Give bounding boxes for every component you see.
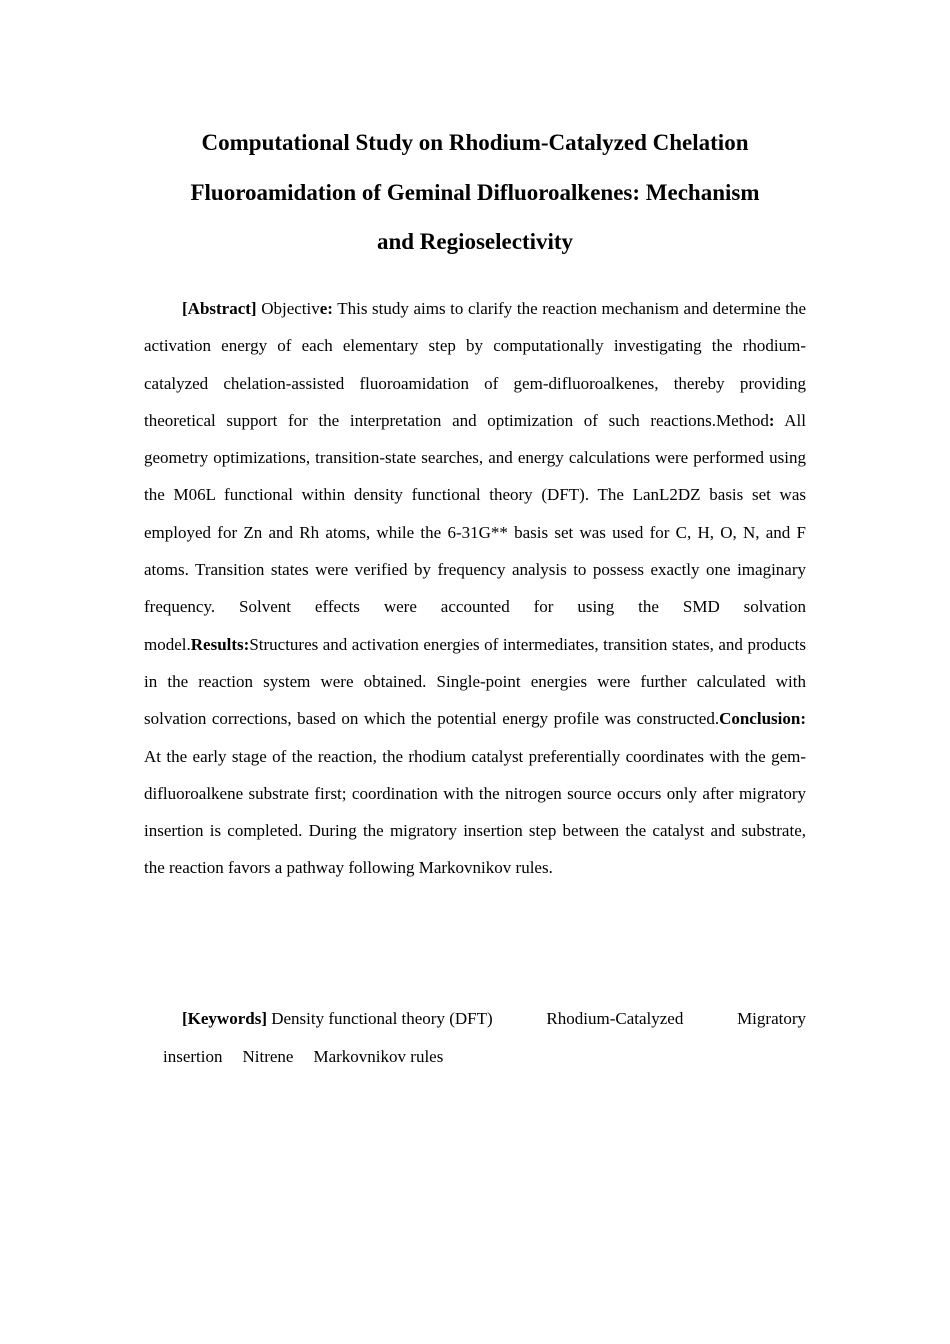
conclusion-text: At the early stage of the reaction, the rhodium catalyst preferentially coordinates with the gem-difluoroalkene substrate first; coordination with the nitrogen source occurs only after migratory insertion is completed. During the migratory insertion step between the catalyst and substrate, the reaction favors a pathway following Markovnikov rules.: [144, 746, 806, 878]
title-line-1: Computational Study on Rhodium-Catalyzed Chelation: [201, 130, 749, 155]
keywords-section: [144, 1000, 806, 1076]
objective-text: This study aims to clarify the reaction mechanism and determine the activation energy of each elementary step by computationally investigating the rhodium-catalyzed chelation-assisted fluoroamidation of gem-difluoroalkenes, thereby providing theoretical support for the interpretation and optimization of such reactions.: [144, 299, 807, 430]
keywords-label: [Keywords]: [182, 1009, 267, 1028]
method-label: Method: [716, 410, 769, 430]
keywords-line-1: [144, 1000, 806, 1038]
method-colon: :: [768, 410, 775, 430]
results-text: Structures and activation energies of intermediates, transition states, and products in the reaction system were obtained. Single-point energies were further calculated with solvation corrections, based on which the potential energy profile was constructed.: [144, 634, 806, 729]
keyword-item: Markovnikov rules: [313, 1047, 444, 1066]
objective-label-end: e:: [319, 299, 333, 318]
keyword-item: Density functional theory (DFT): [271, 1009, 493, 1028]
keywords-line-2: [144, 1038, 806, 1076]
title-line-3: and Regioselectivity: [376, 229, 574, 254]
conclusion-label: Conclusion:: [719, 709, 806, 729]
keyword-item: Rhodium-Catalyzed: [546, 1009, 684, 1028]
paper-title: [140, 118, 810, 267]
abstract-label: [Abstract]: [182, 299, 257, 318]
abstract-section: [144, 290, 806, 887]
method-text: All geometry optimizations, transition-state searches, and energy calculations were performed using the M06L functional within density functional theory (DFT). The LanL2DZ basis set was employed for Zn and Rh atoms, while the 6-31G** basis set was used for C, H, O, N, and F atoms. Transition states were verified by frequency analysis to possess exactly one imaginary frequency. Solvent effects were accounted for using the SMD solvation model.: [144, 410, 806, 654]
abstract-paragraph: [144, 290, 806, 887]
keyword-item: insertion: [163, 1047, 223, 1066]
keyword-item: Migratory: [737, 1009, 806, 1028]
keyword-item: Nitrene: [242, 1047, 294, 1066]
title-line-2: Fluoroamidation of Geminal Difluoroalkenes: Mechanism: [190, 179, 760, 205]
results-label: Results:: [190, 634, 250, 654]
objective-label: Objectiv: [261, 299, 320, 318]
